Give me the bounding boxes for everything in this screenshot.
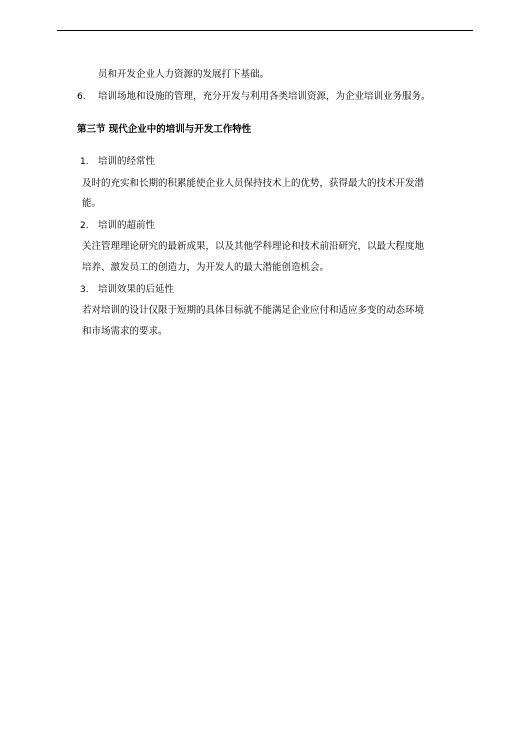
- point-3-body-line-1: 若对培训的设计仅限于短期的具体目标就不能满足企业应付和适应多变的动态环境: [82, 305, 425, 316]
- point-2-number: 2.: [80, 221, 89, 231]
- continuation-text: 员和开发企业人力资源的发展打下基础。: [98, 69, 270, 80]
- point-1-title: 培训的经常性: [98, 156, 156, 167]
- section-title: 第三节 现代企业中的培训与开发工作特性: [77, 124, 252, 135]
- item-6-text: 培训场地和设施的管理，充分开发与利用各类培训资源，为企业培训业务服务。: [98, 91, 431, 102]
- point-3-body-line-2: 和市场需求的要求。: [82, 326, 168, 337]
- point-2-title: 培训的超前性: [98, 220, 156, 231]
- point-1-body-line-2: 能。: [82, 198, 102, 209]
- header-rule: [57, 30, 473, 31]
- point-2-body-line-1: 关注管理理论研究的最新成果，以及其他学科理论和技术前沿研究，以最大程度地: [82, 241, 425, 252]
- item-6-number: 6.: [77, 92, 86, 102]
- point-3-title: 培训效果的后延性: [98, 284, 175, 295]
- point-3-number: 3.: [80, 285, 89, 295]
- point-1-number: 1.: [80, 157, 89, 167]
- point-2-body-line-2: 培养、激发员工的创造力，为开发人的最大潜能创造机会。: [82, 262, 330, 273]
- point-1-body-line-1: 及时的充实和长期的积累能使企业人员保持技术上的优势，获得最大的技术开发潜: [82, 178, 425, 189]
